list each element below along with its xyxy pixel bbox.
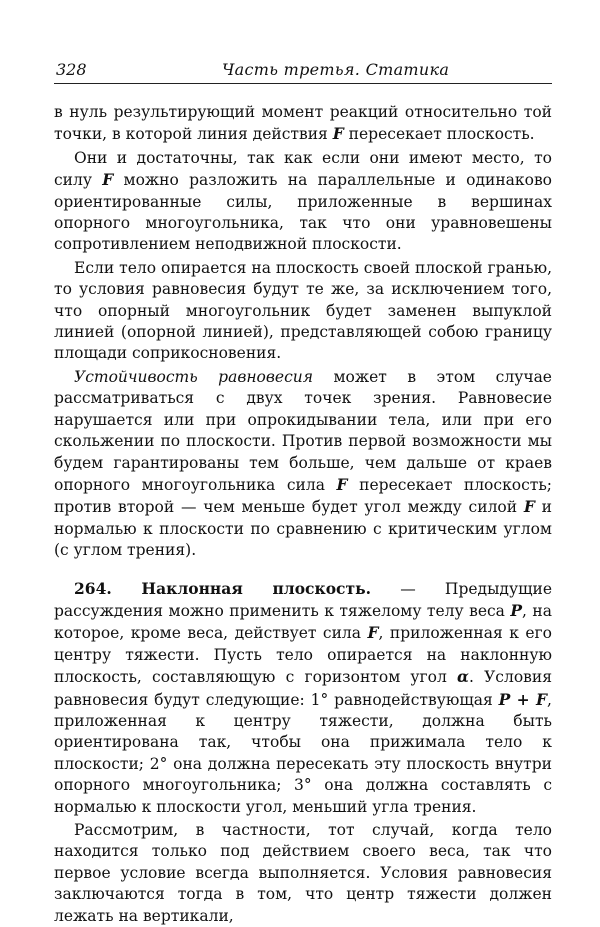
paragraph-2 bbox=[54, 148, 552, 256]
section-264 bbox=[54, 578, 552, 818]
paragraph-1 bbox=[54, 102, 552, 146]
paragraph-3: Если тело опирается на плоскость своей плоской гранью, то условия равновесия будут те же, за исключением того, что опорный многоугольник будет заменен выпуклой линией (опорной линией), представляющей собою границу площади соприкосновения. bbox=[54, 258, 552, 363]
header-rule bbox=[54, 83, 552, 84]
symbol-F: F bbox=[367, 623, 379, 643]
symbol-F: F bbox=[102, 170, 114, 190]
symbol-P-plus-F: P + F bbox=[498, 689, 548, 709]
section-title: 264. Наклонная плоскость. bbox=[74, 578, 371, 598]
text-run: пересекает плоскость; против второй — чем меньше будет угол между силой bbox=[54, 475, 553, 517]
page-header bbox=[54, 52, 552, 80]
text-run: , приложенная к его центру тяжести. Пусть тело опирается на наклонную плоскость, составляющую с горизонтом угол bbox=[54, 624, 552, 687]
page bbox=[54, 52, 552, 927]
text-run: , на которое, кроме веса, действует сила bbox=[54, 601, 552, 643]
text-run: — Предыдущие рассуждения можно применить к тяжелому телу веса bbox=[54, 579, 552, 620]
text-run: . Условия равновесия будут следующие: 1° равнодействующая bbox=[54, 668, 552, 709]
symbol-P: P bbox=[510, 600, 523, 620]
paragraph-6: Рассмотрим, в частности, тот случай, когда тело находится только под действием своего веса, так что первое условие всегда выполняется. Условия равновесия заключаются тогда в том, что центр тяжести должен лежать на вертикали, bbox=[54, 821, 552, 925]
text-run: можно разложить на параллельные и одинаково ориентированные силы, приложенные в вершинах опорного многоугольника, так что они уравновешены сопротивлением неподвижной плоскости. bbox=[54, 171, 553, 254]
text-run: , приложенная к центру тяжести, должна быть ориентирована так, чтобы она прижимала тело к плоскости; 2° она должна пересекать эту плоскость внутри опорного многоугольника; 3° она должна составлять с нормалью к плоскости угол, меньший угла трения. bbox=[54, 690, 552, 816]
symbol-F: F bbox=[332, 124, 344, 144]
body-text bbox=[54, 102, 552, 927]
symbol-F: F bbox=[336, 474, 348, 494]
symbol-alpha: α bbox=[457, 667, 469, 687]
text-run: может в этом случае рассматриваться с двух точек зрения. Равновесие нарушается или при опрокидывании тела, или при его скольжении по плоскости. Против первой возможности мы будем гарантированы тем больше, чем дальше от краев опорного многоугольника сила bbox=[54, 367, 552, 494]
italic-term: Устойчивость равновесия bbox=[74, 367, 314, 386]
text-run: и нормалью к плоскости по сравнению с критическим углом (с углом трения). bbox=[54, 498, 553, 560]
text-run: в нуль результирующий момент реакций относительно той точки, в которой линия действия bbox=[54, 103, 552, 144]
paragraph-4 bbox=[54, 367, 552, 562]
text-run: Они и достаточны, так как если они имеют место, то силу bbox=[54, 148, 552, 190]
text-run: пересекает плоскость. bbox=[343, 125, 535, 144]
symbol-F: F bbox=[523, 497, 535, 517]
running-head: Часть третья. Статика bbox=[222, 60, 450, 79]
page-number: 328 bbox=[56, 60, 87, 79]
